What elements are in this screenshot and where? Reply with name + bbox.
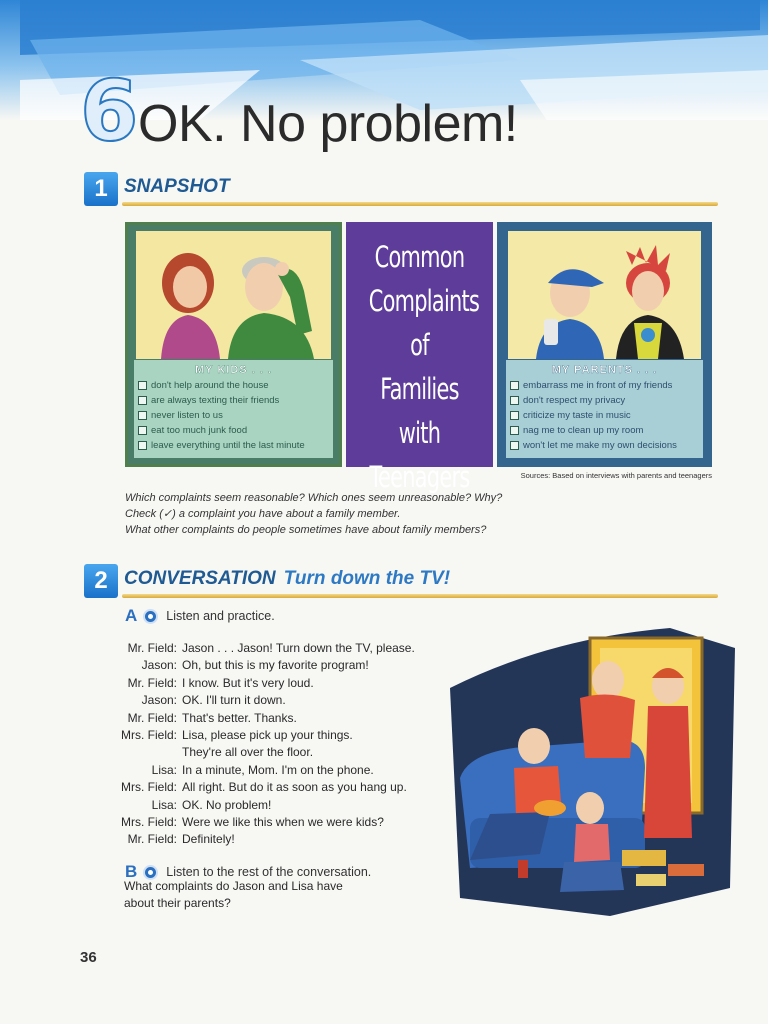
- conversation-title: CONVERSATION: [124, 568, 276, 589]
- my-kids-panel: [125, 222, 342, 467]
- list-item: [138, 438, 329, 453]
- line-text: In a minute, Mom. I'm on the phone.: [182, 762, 374, 777]
- checkbox[interactable]: [138, 411, 147, 420]
- dialogue-line: [110, 710, 440, 727]
- list-item: [138, 378, 329, 393]
- unit-number: 6: [80, 62, 139, 160]
- section-rule: [122, 594, 718, 598]
- line-text: Were we like this when we were kids?: [182, 815, 384, 830]
- list-item-text: eat too much junk food: [151, 425, 248, 436]
- part-a-instruction: [125, 606, 275, 626]
- checkbox[interactable]: [510, 441, 519, 450]
- list-item: [138, 408, 329, 423]
- line-text: All right. But do it as soon as you hang up.: [182, 780, 407, 795]
- line-text: They're all over the floor.: [182, 745, 314, 760]
- speaker: Mrs. Field:: [120, 815, 177, 830]
- sources-note: Sources: Based on interviews with parents and teenagers: [520, 471, 712, 480]
- dialogue-line: [110, 640, 440, 657]
- line-text: Definitely!: [182, 832, 235, 847]
- section-rule: [122, 202, 718, 206]
- dialogue-line: [110, 797, 440, 814]
- dialogue-line: [110, 657, 440, 674]
- question-line: Check (✓) a complaint you have about a family member.: [125, 508, 401, 520]
- my-kids-heading: MY KIDS . . .: [195, 364, 272, 376]
- teenagers-illustration: [508, 231, 701, 359]
- speaker: [110, 744, 182, 761]
- dialogue-line: [110, 744, 440, 761]
- checkbox[interactable]: [138, 441, 147, 450]
- unit-title: OK. No problem!: [138, 95, 518, 153]
- conversation-section-header: [84, 564, 718, 598]
- list-item-text: leave everything until the last minute: [151, 440, 305, 451]
- section-title: [124, 568, 450, 590]
- line-text: Oh, but this is my favorite program!: [182, 658, 369, 673]
- snapshot-title: SNAPSHOT: [124, 176, 230, 197]
- dialogue: [110, 640, 440, 849]
- list-item-text: never listen to us: [151, 410, 223, 421]
- checkbox[interactable]: [510, 381, 519, 390]
- speaker: Jason:: [141, 693, 177, 708]
- speaker: Mrs. Field:: [120, 780, 177, 795]
- list-item-text: don't respect my privacy: [523, 395, 626, 406]
- dialogue-line: [110, 831, 440, 848]
- section-title: [124, 176, 230, 198]
- line-text: That's better. Thanks.: [182, 710, 297, 725]
- checkbox[interactable]: [138, 396, 147, 405]
- center-title-line: Common: [374, 240, 465, 274]
- dialogue-line: [110, 762, 440, 779]
- checkbox[interactable]: [138, 381, 147, 390]
- family-living-room-illustration: [430, 628, 740, 918]
- checkbox[interactable]: [510, 396, 519, 405]
- question-line: What complaints do Jason and Lisa have: [124, 879, 343, 893]
- dialogue-line: [110, 814, 440, 831]
- dialogue-line: [110, 779, 440, 796]
- list-item-text: are always texting their friends: [151, 395, 280, 406]
- my-kids-list: [134, 360, 333, 458]
- checkbox[interactable]: [510, 426, 519, 435]
- section-number-badge: 2: [84, 564, 118, 598]
- question-line: What other complaints do people sometimes have about family members?: [125, 524, 487, 536]
- list-item-text: nag me to clean up my room: [523, 425, 644, 436]
- center-title-line: Complaints: [368, 284, 480, 318]
- list-item-text: won't let me make my own decisions: [523, 440, 677, 451]
- part-a-text: Listen and practice.: [166, 609, 275, 623]
- snapshot-center-title: [368, 235, 480, 499]
- speaker: Jason:: [141, 658, 177, 673]
- line-text: OK. No problem!: [182, 797, 272, 812]
- my-parents-heading: MY PARENTS . . .: [551, 364, 658, 376]
- my-parents-panel: [497, 222, 712, 467]
- dialogue-line: [110, 675, 440, 692]
- checkbox[interactable]: [138, 426, 147, 435]
- speaker: Mr. Field:: [127, 675, 177, 690]
- part-b-question: [124, 878, 343, 912]
- speaker: Lisa:: [151, 762, 177, 777]
- speaker: Mr. Field:: [127, 710, 177, 725]
- page-number: 36: [80, 949, 97, 966]
- part-b-text: Listen to the rest of the conversation.: [166, 865, 372, 879]
- part-a-letter: A: [125, 606, 138, 625]
- list-item: [510, 423, 699, 438]
- line-text: I know. But it's very loud.: [182, 675, 314, 690]
- audio-icon[interactable]: [143, 609, 158, 624]
- list-item: [510, 438, 699, 453]
- snapshot-title-panel: [346, 222, 493, 494]
- list-item: [510, 378, 699, 393]
- line-text: OK. I'll turn it down.: [182, 693, 286, 708]
- list-item: [510, 393, 699, 408]
- list-item-text: embarrass me in front of my friends: [523, 380, 673, 391]
- line-text: Lisa, please pick up your things.: [182, 728, 353, 743]
- list-item: [138, 393, 329, 408]
- speaker: Mr. Field:: [127, 641, 177, 655]
- list-item: [138, 423, 329, 438]
- dialogue-line: [110, 727, 440, 744]
- list-item-text: don't help around the house: [151, 380, 269, 391]
- question-line: about their parents?: [124, 896, 231, 910]
- my-parents-list: [506, 360, 703, 458]
- part-b-letter: B: [125, 862, 138, 881]
- conversation-subtitle: Turn down the TV!: [283, 568, 451, 589]
- line-text: Jason . . . Jason! Turn down the TV, please.: [182, 641, 415, 655]
- center-title-line: of Families: [380, 328, 459, 406]
- list-item: [510, 408, 699, 423]
- speaker: Mr. Field:: [127, 832, 177, 847]
- speaker: Lisa:: [151, 797, 177, 812]
- center-title-line: with: [398, 416, 441, 450]
- list-item-text: criticize my taste in music: [523, 410, 631, 421]
- dialogue-line: [110, 692, 440, 709]
- parents-illustration: [136, 231, 331, 359]
- section-number-badge: 1: [84, 172, 118, 206]
- speaker: Mrs. Field:: [120, 728, 177, 743]
- center-title-line: Teenagers: [369, 460, 470, 494]
- snapshot-section-header: [84, 172, 718, 206]
- checkbox[interactable]: [510, 411, 519, 420]
- question-line: Which complaints seem reasonable? Which ones seem unreasonable? Why?: [125, 492, 503, 504]
